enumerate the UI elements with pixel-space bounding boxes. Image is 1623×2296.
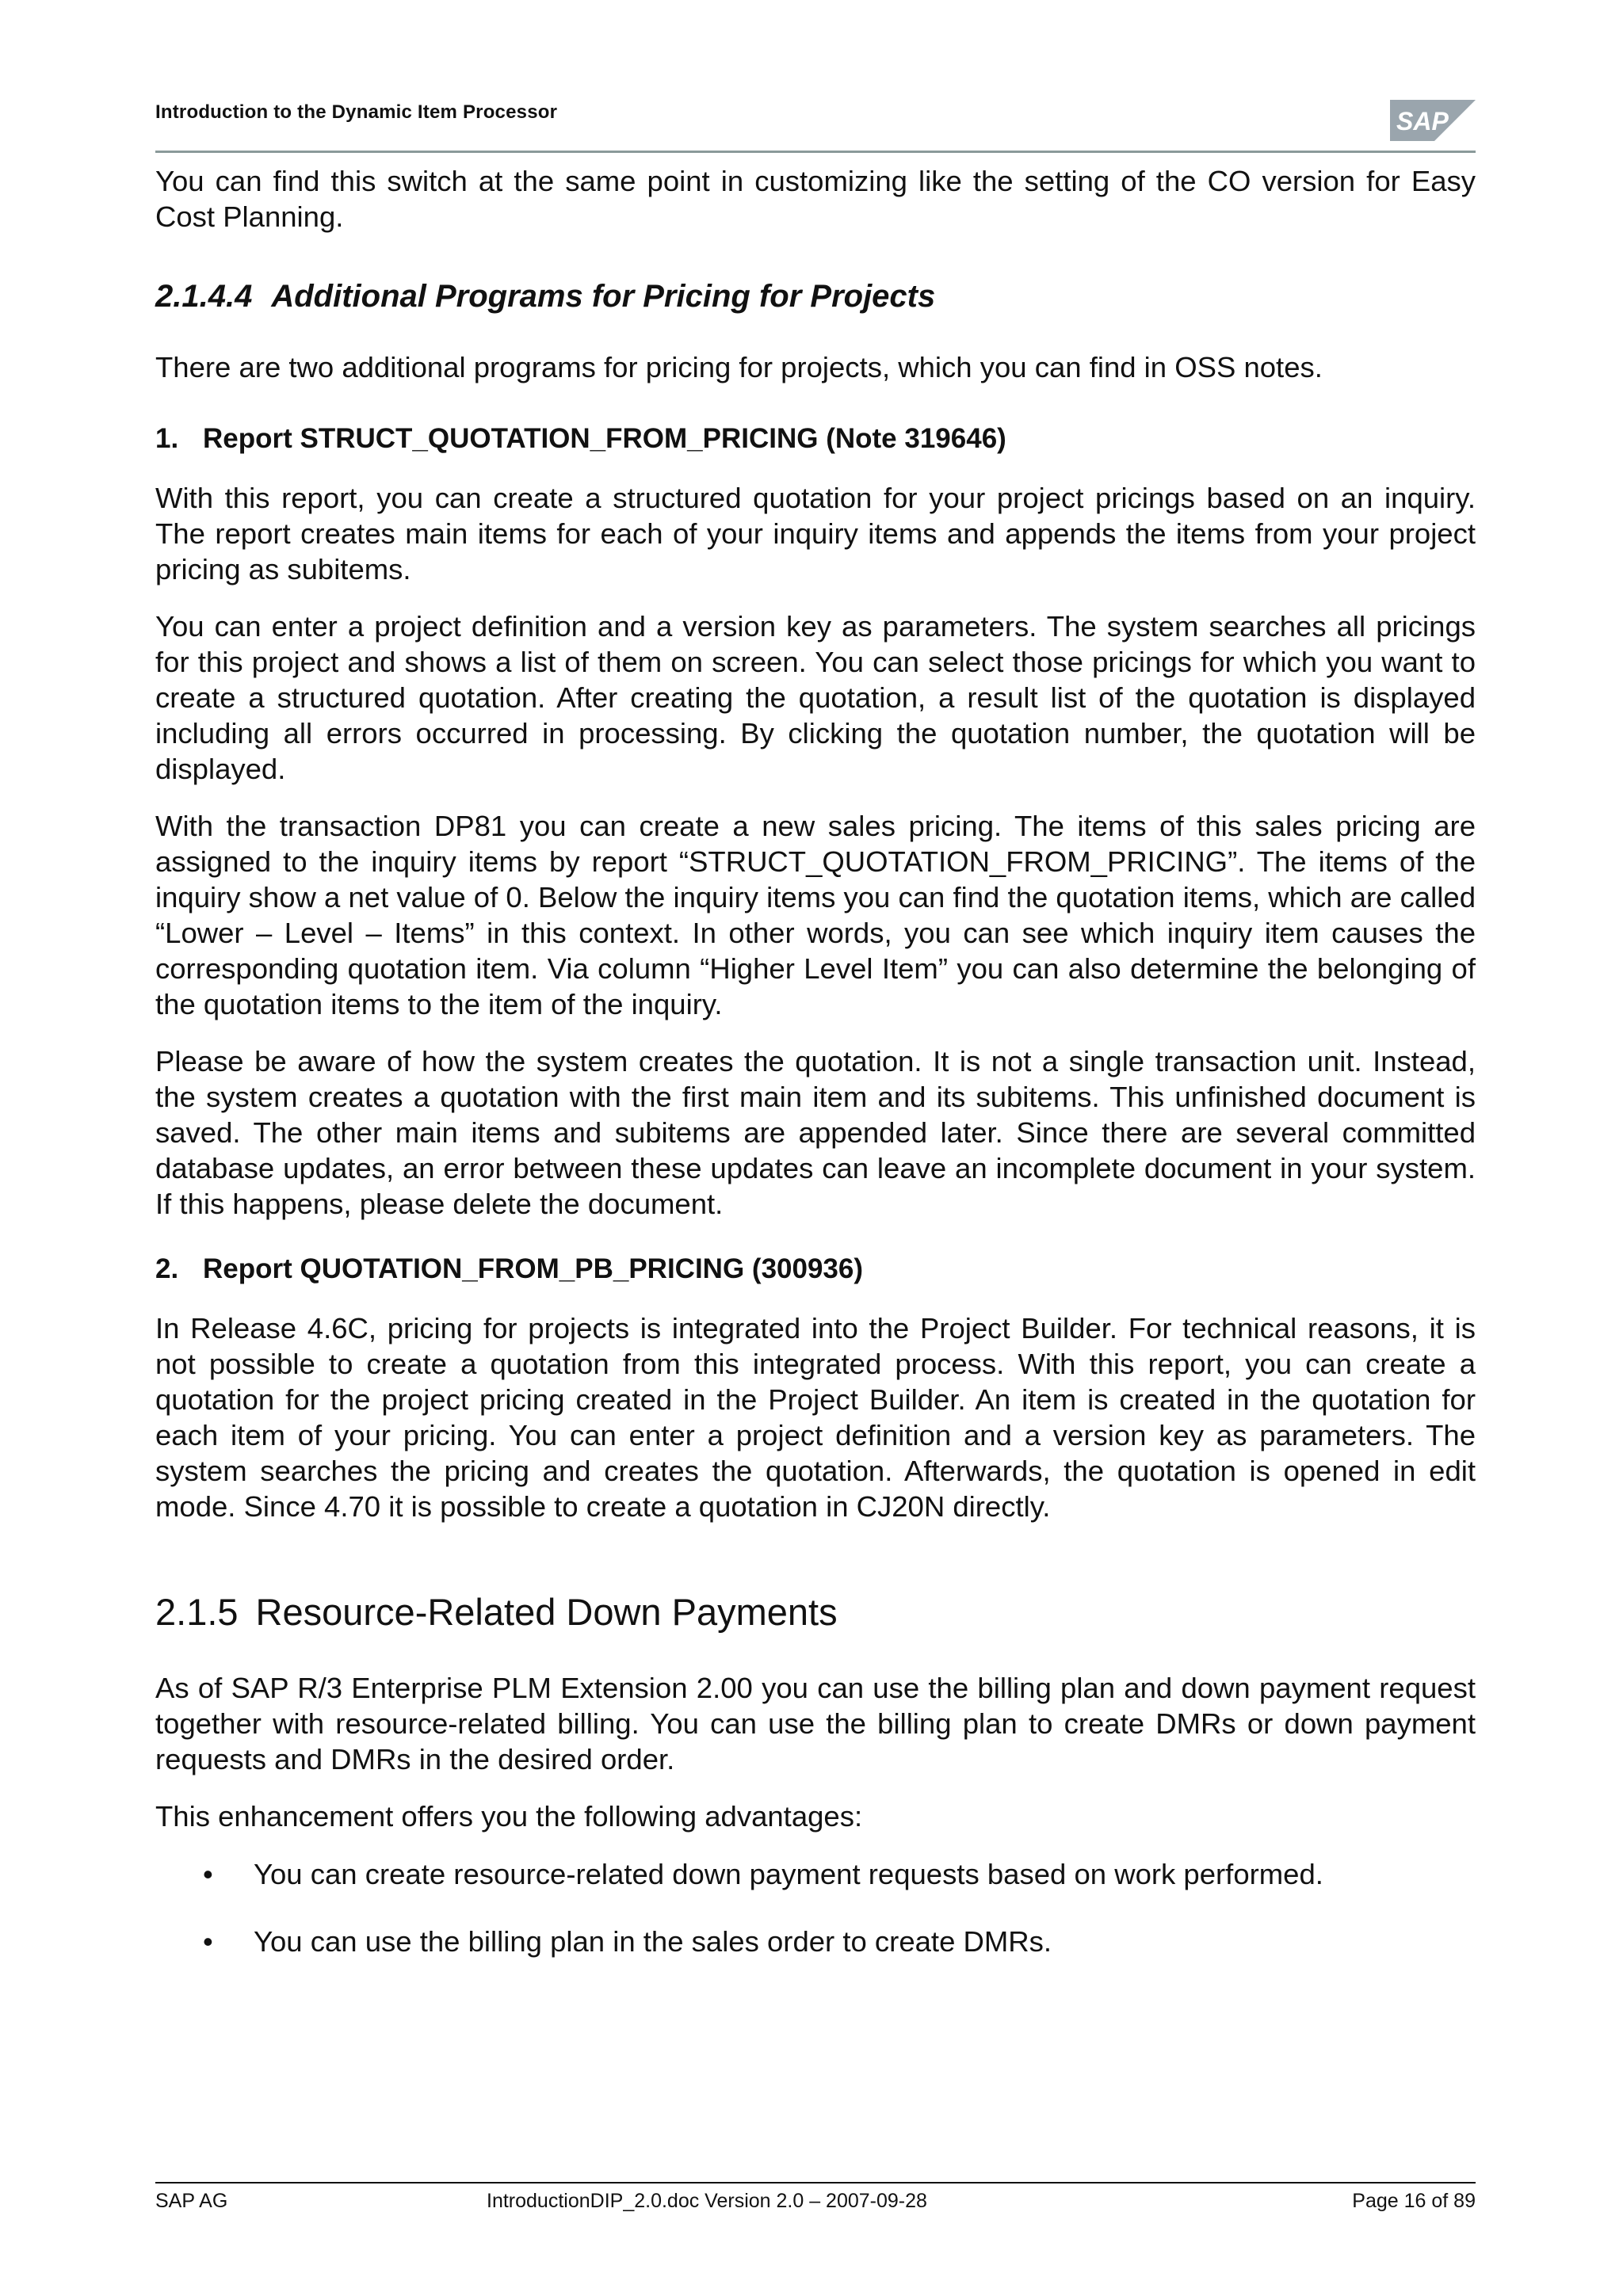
intro-paragraph: You can find this switch at the same point in customizing like the setting of the CO version for Easy Cost Planning. [155,165,1476,233]
footer-divider [155,2182,1476,2183]
list-item [155,1924,1476,1959]
numbered-heading-1 [155,421,1476,456]
paragraph: This enhancement offers you the following advantages: [155,1800,863,1833]
list-item-text: You can create resource-related down payment requests based on work performed. [254,1858,1323,1890]
bullet-icon: • [203,1925,213,1958]
page-footer [155,2190,1476,2218]
sap-logo-text: SAP [1396,107,1449,135]
section-intro-paragraph: There are two additional programs for pricing for projects, which you can find in OSS notes. [155,351,1323,383]
footer-document-info: IntroductionDIP_2.0.doc Version 2.0 – 2007-09-28 [487,2190,927,2212]
paragraph: As of SAP R/3 Enterprise PLM Extension 2.00 you can use the billing plan and down payment request together with resource-related billing. You can use the billing plan to create DMRs or down payment requests and DMRs in the desired order. [155,1672,1476,1775]
footer-page-number: Page 16 of 89 [1352,2190,1476,2212]
footer-company: SAP AG [155,2190,228,2212]
item-number: 2. [155,1253,179,1284]
list-item [155,1856,1476,1892]
section-heading-2-1-5 [155,1589,1476,1635]
paragraph: With this report, you can create a structured quotation for your project pricings based on an inquiry. The report creates main items for each of your inquiry items and appends the items from your project pricing as subitems. [155,482,1476,585]
page-header [155,93,1476,157]
list-item-text: You can use the billing plan in the sales order to create DMRs. [254,1925,1052,1958]
paragraph: You can enter a project definition and a version key as parameters. The system searches all pricings for this project and shows a list of them on screen. You can select those pricings for which you want to create a structured quotation. After creating the quotation, a result list of the quotation is displayed including all errors occurred in processing. By clicking the quotation number, the quotation will be displayed. [155,610,1476,785]
section-heading-2-1-4-4 [155,276,1476,317]
main-content [155,163,1476,1959]
section-number: 2.1.5 [155,1591,239,1633]
item-title: Report STRUCT_QUOTATION_FROM_PRICING (Note 319646) [203,423,1006,454]
header-divider [155,151,1476,153]
item-number: 1. [155,423,179,454]
paragraph: Please be aware of how the system creates the quotation. It is not a single transaction unit. Instead, the system creates a quotation with the first main item and its subitems. This unfinished document is saved. The other main items and subitems are appended later. Since there are several committed database updates, an error between these updates can leave an incomplete document in your system. If this happens, please delete the document. [155,1045,1476,1220]
paragraph: In Release 4.6C, pricing for projects is integrated into the Project Builder. For technical reasons, it is not possible to create a quotation from this integrated process. With this report, you can create a quotation for the project pricing created in the Project Builder. An item is created in the quotation for each item of your pricing. You can enter a project definition and a version key as parameters. The system searches the pricing and creates the quotation. Afterwards, the quotation is opened in edit mode. Since 4.70 it is possible to create a quotation in CJ20N directly. [155,1312,1476,1523]
section-title: Resource-Related Down Payments [255,1591,838,1633]
bullet-icon: • [203,1858,213,1890]
item-title: Report QUOTATION_FROM_PB_PRICING (300936) [203,1253,864,1284]
header-title: Introduction to the Dynamic Item Processor [155,101,558,123]
section-number: 2.1.4.4 [155,279,253,314]
sap-logo [1390,98,1476,143]
numbered-heading-2 [155,1252,1476,1287]
paragraph: With the transaction DP81 you can create a new sales pricing. The items of this sales pricing are assigned to the inquiry items by report “STRUCT_QUOTATION_FROM_PRICING”. The items of the inquiry show a net value of 0. Below the inquiry items you can find the quotation items, which are called “Lower – Level – Items” in this context. In other words, you can see which inquiry item causes the corresponding quotation item. Via column “Higher Level Item” you can also determine the belonging of the quotation items to the item of the inquiry. [155,810,1476,1020]
section-title: Additional Programs for Pricing for Projects [271,279,936,314]
advantages-list [155,1856,1476,1959]
